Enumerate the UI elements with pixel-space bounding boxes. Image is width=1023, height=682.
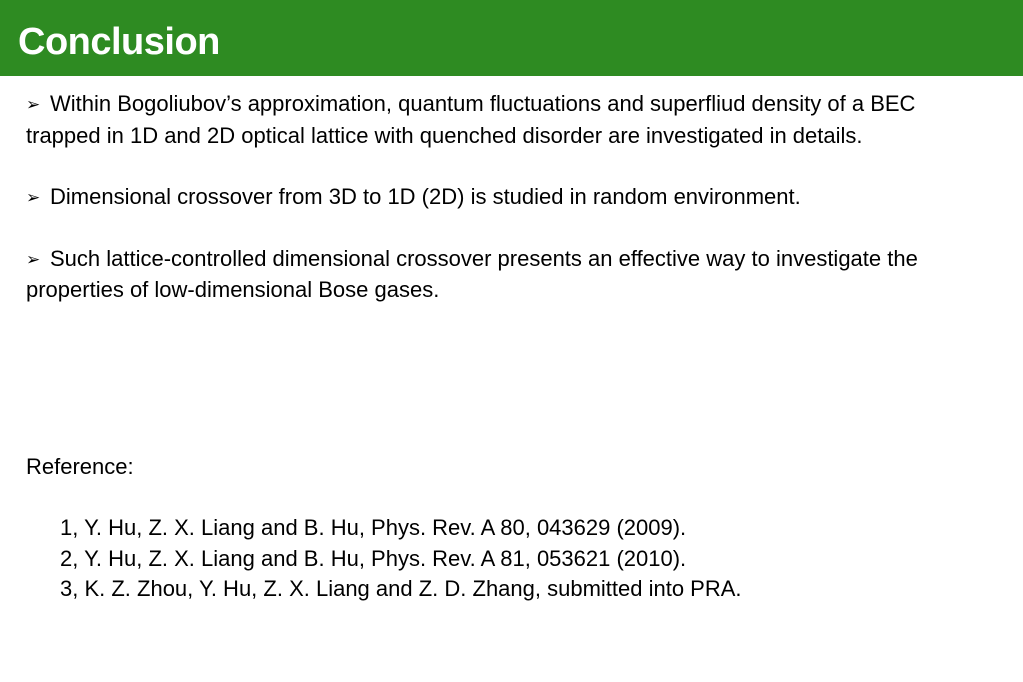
bullet-text: Such lattice-controlled dimensional crossover presents an effective way to investigate the properties of low-dimensional Bose gases. <box>26 245 918 302</box>
arrow-bullet-icon: ➢ <box>26 95 41 114</box>
reference-heading: Reference: <box>26 454 134 479</box>
spacer <box>26 213 996 244</box>
bullet-text: Dimensional crossover from 3D to 1D (2D) is studied in random environment. <box>50 183 801 209</box>
slide-title: Conclusion <box>18 21 220 63</box>
bullet-item <box>26 89 996 151</box>
title-bar <box>0 0 1023 76</box>
arrow-bullet-icon: ➢ <box>26 187 41 207</box>
reference-list <box>60 513 996 605</box>
bullet-item <box>26 182 996 214</box>
reference-section <box>26 452 996 605</box>
reference-item: 2, Y. Hu, Z. X. Liang and B. Hu, Phys. Rev. A 81, 053621 (2010). <box>60 545 687 571</box>
reference-item: 3, K. Z. Zhou, Y. Hu, Z. X. Liang and Z. D. Zhang, submitted into PRA. <box>60 576 742 601</box>
bullet-item <box>26 244 996 306</box>
conclusion-bullets <box>26 89 996 306</box>
bullet-text: Within Bogoliubov’s approximation, quantum fluctuations and superfliud density of a BEC trapped in 1D and 2D optical lattice with quenched disorder are investigated in details. <box>26 91 916 148</box>
spacer <box>26 151 996 182</box>
reference-item: 1, Y. Hu, Z. X. Liang and B. Hu, Phys. Rev. A 80, 043629 (2009). <box>60 515 687 540</box>
arrow-bullet-icon: ➢ <box>26 249 41 269</box>
